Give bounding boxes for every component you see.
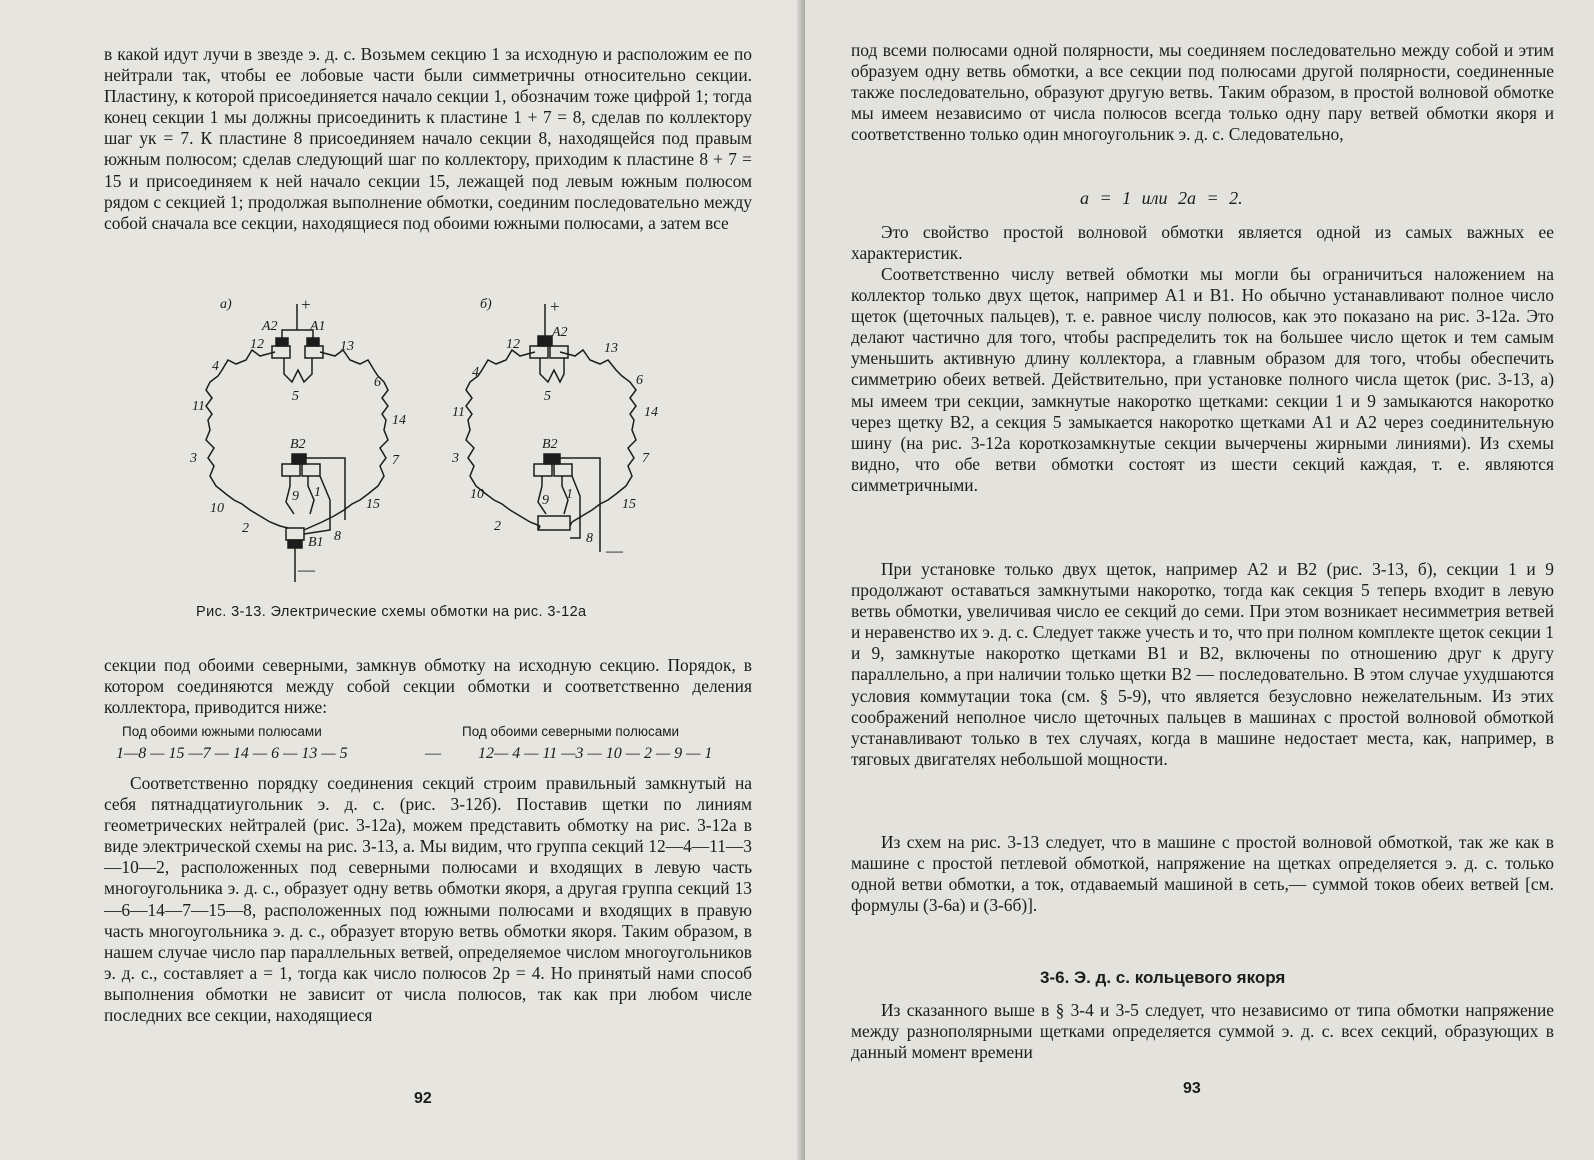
left-paragraph-1: в какой идут лучи в звезде э. д. с. Возьмем секцию 1 за исходную и расположим ее по нейтрали так, чтобы ее лобовые части были симметричны относительно секции. Пластину, к которой присоединяется начало секции 1, обозначим тоже цифрой 1; тогда конец секции 1 мы должны присоединить к пластине 1 + 7 = 8, сделав по коллектору шаг yк = 7. К пластине 8 присоединяем начало секции 8, находящейся под правым южным полюсом; сделав следующий шаг по коллектору, приходим к пластине 8 + 7 = 15 и присоединяем к ней начало секции 15, лежащей под левым южным полюсом рядом с секцией 1; продолжая выполнение обмотки, соединим последовательно между собой сначала все секции, находящиеся под обоими южными полюсами, а затем все <box>104 44 752 233</box>
panel-a-section-9: 9 <box>292 489 299 504</box>
panel-a-section-15: 15 <box>366 497 380 512</box>
panel-b-label: б) <box>480 297 492 312</box>
page-number-right: 93 <box>1183 1080 1201 1097</box>
panel-b-section-14: 14 <box>644 405 658 420</box>
panel-a-section-1: 1 <box>314 485 321 500</box>
panel-a-section-14: 14 <box>392 413 406 428</box>
panel-b-section-4: 4 <box>472 365 479 380</box>
panel-a-label: а) <box>220 297 232 312</box>
commutator-segment-9-a <box>282 464 300 476</box>
panel-b-section-7: 7 <box>642 451 649 466</box>
right-paragraph-3: Соответственно числу ветвей обмотки мы могли бы ограничиться наложением на коллектор только двух щеток, например A1 и B1. Но обычно устанавливают полное число щеток (щеточных пальцев), т. е. равное числу полюсов, как это показано на рис. 3-12а. Это делают частично для того, чтобы распределить ток на большее число щеток и тем самым уменьшить активную длину коллектора, а главным образом для того, чтобы обеспечить симметрию обеих ветвей. Действительно, при установке полного числа щеток (рис. 3-13, а) мы имеем три секции, замкнутые накоротко щетками: секции 1 и 9 замыкаются накоротко через щетку B2, а секция 5 замыкается накоротко щетками A1 и A2 через соединительную шину (на рис. 3-12а короткозамкнутые секции вычерчены жирными линиями). Из схемы видно, что обе ветви обмотки состоят из шести секций каждая, т. е. являются симметричными. <box>851 264 1554 495</box>
left-paragraph-3: Соответственно порядку соединения секций строим правильный замкнутый на себя пятнадцатиугольник э. д. с. (рис. 3-12б). Поставив щетки по линиям геометрических нейтралей (рис. 3-12а), можем представить обмотку на рис. 3-12а в виде электрической схемы на рис. 3-13, а. Мы видим, что группа секций 12—4—11—3—10—2, расположенных под северными полюсами и входящих в левую часть многоугольника э. д. с., образует одну ветвь обмотки якоря, а другая группа секций 13—6—14—7—15—8, расположенных под южными полюсами и входящих в правую часть многоугольника э. д. с., образует вторую ветвь обмотки якоря. Таким образом, в нашем случае число пар параллельных ветвей, определяемое числом многоугольников э. д. с., составляет a = 1, тогда как число полюсов 2p = 4. Но принятый нами способ выполнения обмотки не зависит от числа полюсов, так как при любом числе последних все секции, находящиеся <box>104 773 752 1026</box>
table-header-north: Под обоими северными полюсами <box>462 724 680 739</box>
panel-a-section-13: 13 <box>340 339 354 354</box>
brush-a1-a <box>307 338 319 346</box>
commutator-segment-8-a <box>302 464 320 476</box>
panel-b-minus: — <box>606 541 623 560</box>
panel-a-section-7: 7 <box>392 453 399 468</box>
brush-b1-a <box>286 528 304 540</box>
panel-b-section-5: 5 <box>544 389 551 404</box>
panel-b-brush-b2: B2 <box>542 437 558 452</box>
panel-a-brush-b2: B2 <box>290 437 306 452</box>
commutator-segment-9-b <box>534 464 552 476</box>
section-5-loop-b <box>540 358 564 382</box>
brush-a2-b <box>538 336 552 346</box>
right-paragraph-6: Из сказанного выше в § 3-4 и 3-5 следует, что независимо от типа обмотки напряжение между разнополярными щетками определяется суммой э. д. с. всех секций, образующих в данный момент времени <box>851 1000 1554 1063</box>
panel-a-section-4: 4 <box>212 359 219 374</box>
figure-panel-b-labels <box>451 297 658 560</box>
brush-a2-a <box>276 338 288 346</box>
panel-a-section-11: 11 <box>192 399 205 414</box>
brush-b2-b <box>544 454 560 464</box>
panel-a-section-8: 8 <box>334 529 341 544</box>
right-paragraph-1: под всеми полюсами одной полярности, мы соединяем последовательно между собой и этим образуем одну ветвь обмотки, а все секции под полюсами другой полярности, соединенные также последовательно, образуют другую ветвь. Таким образом, в простой волновой обмотке мы имеем независимо от числа полюсов всегда только одну пару ветвей обмотки якоря и соответственно только один многоугольник э. д. с. Следовательно, <box>851 40 1554 145</box>
figure-3-13 <box>180 290 680 600</box>
right-paragraph-4: При установке только двух щеток, например A2 и B2 (рис. 3-13, б), секции 1 и 9 продолжают оставаться замкнутыми накоротко, тогда как секция 5 теперь входит в левую ветвь обмотки, увеличивая число ее секций до семи. При этом возникает несимметрия ветвей и неравенство их э. д. с. Следует также учесть и то, что при полном комплекте щеток секции 1 и 9, замкнутые накоротко щетками B1 и B2, включены по отношению друг к другу параллельно, а при наличии только щетки B2 — последовательно. В этом случае ухудшаются условия коммутации тока (см. § 5-9), что является безусловно нежелательным. Из этих соображений неполное число щеточных пальцев в машинах с простой волновой обмоткой устанавливают только в тех случаях, когда в машине недостает места, как, например, в тяговых двигателях небольшой мощности. <box>851 559 1554 769</box>
panel-b-section-9: 9 <box>542 493 549 508</box>
figure-caption: Рис. 3-13. Электрические схемы обмотки на рис. 3-12а <box>196 604 587 620</box>
brush-b2-a <box>292 454 306 464</box>
figure-panel-a-labels <box>189 295 406 579</box>
panel-b-section-8: 8 <box>586 531 593 546</box>
panel-b-section-11: 11 <box>452 405 465 420</box>
page-number-left: 92 <box>414 1090 432 1107</box>
section-1-box-b <box>538 516 570 530</box>
panel-b-section-1: 1 <box>566 487 573 502</box>
panel-a-brush-b1: B1 <box>308 535 324 550</box>
table-header-south: Под обоими южными полюсами <box>122 724 322 739</box>
panel-b-section-3: 3 <box>452 451 459 466</box>
panel-b-brush-a2: A2 <box>552 325 568 340</box>
panel-b-section-6: 6 <box>636 373 643 388</box>
commutator-segment-8-b <box>554 464 572 476</box>
right-page <box>805 0 1594 1160</box>
commutator-segment-13-b <box>550 346 568 358</box>
panel-a-brush-a1: A1 <box>310 319 326 334</box>
section-9-1-a <box>286 476 314 514</box>
panel-a-plus: + <box>301 295 311 314</box>
left-paragraph-2: секции под обоими северными, замкнув обмотку на исходную секцию. Порядок, в котором соединяются между собой секции обмотки и соответственно деления коллектора, приводится ниже: <box>104 655 752 718</box>
panel-b-plus: + <box>550 297 560 316</box>
panel-b-section-12: 12 <box>506 337 520 352</box>
panel-a-section-5: 5 <box>292 389 299 404</box>
panel-b-section-15: 15 <box>622 497 636 512</box>
table-row-north: 12— 4 — 11 —3 — 10 — 2 — 9 — 1 <box>478 745 713 762</box>
right-paragraph-5: Из схем на рис. 3-13 следует, что в машине с простой волновой обмоткой, так же как в машине с простой петлевой обмоткой, напряжение на щетках определяется э. д. с. только одной ветви обмотки, а ток, отдаваемый машиной в сеть,— суммой токов обеих ветвей [см. формулы (3-6а) и (3-6б)]. <box>851 832 1554 916</box>
section-heading-3-6: 3-6. Э. д. с. кольцевого якоря <box>1040 968 1286 987</box>
panel-b-section-13: 13 <box>604 341 618 356</box>
left-branch-winding-a <box>206 350 280 526</box>
panel-b-section-10: 10 <box>470 487 484 502</box>
panel-b-section-2: 2 <box>494 519 501 534</box>
table-row-south: 1—8 — 15 —7 — 14 — 6 — 13 — 5 <box>116 745 348 762</box>
right-paragraph-2: Это свойство простой волновой обмотки является одной из самых важных ее характеристик. <box>851 222 1554 264</box>
panel-a-minus: — <box>298 560 315 579</box>
table-dash: — <box>425 745 441 762</box>
section-5-loop-a <box>284 358 312 382</box>
panel-a-section-2: 2 <box>242 521 249 536</box>
panel-a-section-6: 6 <box>374 375 381 390</box>
panel-a-section-12: 12 <box>250 337 264 352</box>
panel-a-section-10: 10 <box>210 501 224 516</box>
panel-a-section-3: 3 <box>190 451 197 466</box>
formula-a-equals-1: a = 1 или 2a = 2. <box>1080 188 1243 208</box>
panel-a-brush-a2: A2 <box>262 319 278 334</box>
